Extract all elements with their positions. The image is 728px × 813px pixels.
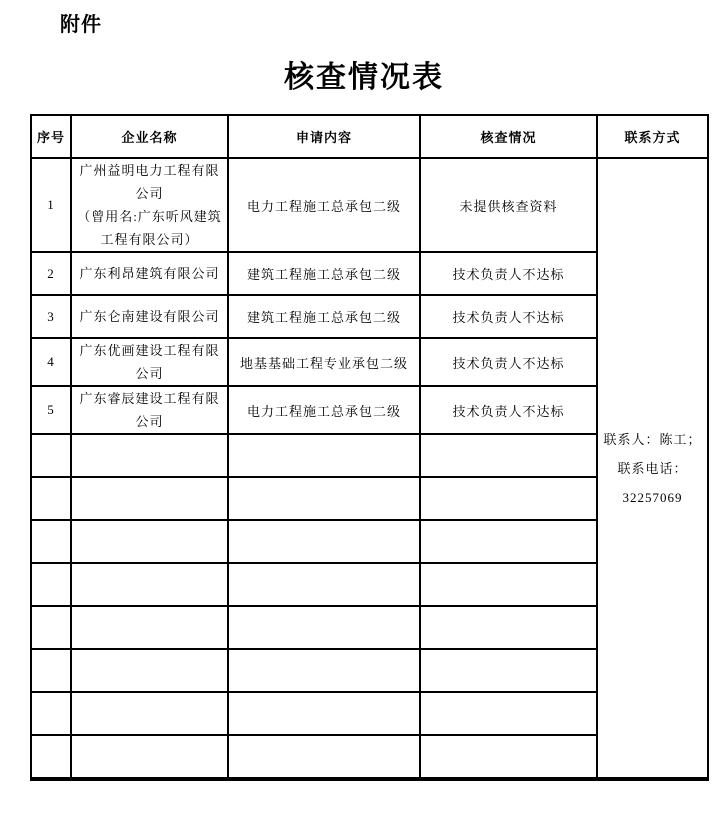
- verification-status-cell: 技术负责人不达标: [420, 252, 597, 295]
- serial-number-cell: [31, 692, 71, 735]
- serial-number-cell: [31, 649, 71, 692]
- verification-status-cell: [420, 735, 597, 779]
- application-content-cell: 建筑工程施工总承包二级: [228, 252, 420, 295]
- serial-number-cell: 3: [31, 295, 71, 338]
- serial-number-cell: 1: [31, 158, 71, 252]
- company-name-cell: [71, 386, 228, 434]
- serial-number-cell: 4: [31, 338, 71, 386]
- application-content-cell: [228, 477, 420, 520]
- serial-number-cell: 2: [31, 252, 71, 295]
- verification-table: [30, 114, 709, 781]
- company-name-cell: [71, 252, 228, 295]
- company-name-cell: [71, 735, 228, 779]
- company-name-cell: [71, 338, 228, 386]
- verification-status-cell: 技术负责人不达标: [420, 386, 597, 434]
- verification-status-cell: 技术负责人不达标: [420, 295, 597, 338]
- serial-number-cell: [31, 434, 71, 477]
- verification-status-cell: 技术负责人不达标: [420, 338, 597, 386]
- serial-number-cell: 5: [31, 386, 71, 434]
- header-application-content: 申请内容: [228, 115, 420, 158]
- company-name-line: 广东优画建设工程有限: [79, 343, 220, 358]
- application-content-cell: [228, 735, 420, 779]
- header-serial-number: 序号: [31, 115, 71, 158]
- contact-info-line: 联系人：陈工；: [603, 431, 702, 447]
- attachment-label: 附件: [60, 14, 102, 36]
- application-content-cell: [228, 434, 420, 477]
- company-name-cell: [71, 158, 228, 252]
- company-name-line: （曾用名:广东听风建筑: [77, 209, 222, 224]
- company-name-line: 广东仑南建设有限公司: [79, 309, 220, 324]
- application-content-cell: [228, 606, 420, 649]
- table-row: [31, 158, 708, 252]
- serial-number-cell: [31, 520, 71, 563]
- verification-status-cell: [420, 563, 597, 606]
- company-name-cell: [71, 520, 228, 563]
- company-name-line: 公司: [135, 366, 164, 381]
- application-content-cell: [228, 649, 420, 692]
- company-name-line: 广东利昂建筑有限公司: [79, 266, 220, 281]
- header-company-name: 企业名称: [71, 115, 228, 158]
- serial-number-cell: [31, 563, 71, 606]
- application-content-cell: 建筑工程施工总承包二级: [228, 295, 420, 338]
- company-name-cell: [71, 434, 228, 477]
- contact-info-cell: [597, 158, 708, 779]
- company-name-line: 公司: [135, 186, 164, 201]
- header-contact-info: 联系方式: [597, 115, 708, 158]
- verification-status-cell: [420, 477, 597, 520]
- application-content-cell: 电力工程施工总承包二级: [228, 386, 420, 434]
- company-name-cell: [71, 563, 228, 606]
- contact-info-line: 联系电话：: [617, 460, 688, 476]
- application-content-cell: 地基基础工程专业承包二级: [228, 338, 420, 386]
- verification-status-cell: [420, 606, 597, 649]
- table-body: [31, 158, 708, 779]
- company-name-line: 广州益明电力工程有限: [79, 163, 220, 178]
- company-name-line: 广东睿辰建设工程有限: [79, 391, 220, 406]
- verification-status-cell: [420, 649, 597, 692]
- contact-info-line: 32257069: [622, 489, 683, 505]
- table-header-row: [31, 115, 708, 158]
- serial-number-cell: [31, 606, 71, 649]
- company-name-cell: [71, 649, 228, 692]
- company-name-line: 工程有限公司）: [100, 232, 199, 247]
- company-name-line: 公司: [135, 414, 164, 429]
- application-content-cell: 电力工程施工总承包二级: [228, 158, 420, 252]
- company-name-cell: [71, 606, 228, 649]
- application-content-cell: [228, 520, 420, 563]
- verification-status-cell: [420, 692, 597, 735]
- company-name-cell: [71, 477, 228, 520]
- company-name-cell: [71, 295, 228, 338]
- header-verification-status: 核查情况: [420, 115, 597, 158]
- serial-number-cell: [31, 477, 71, 520]
- application-content-cell: [228, 563, 420, 606]
- verification-status-cell: [420, 434, 597, 477]
- application-content-cell: [228, 692, 420, 735]
- serial-number-cell: [31, 735, 71, 779]
- page-title: 核查情况表: [284, 61, 444, 94]
- verification-status-cell: 未提供核查资料: [420, 158, 597, 252]
- verification-status-cell: [420, 520, 597, 563]
- company-name-cell: [71, 692, 228, 735]
